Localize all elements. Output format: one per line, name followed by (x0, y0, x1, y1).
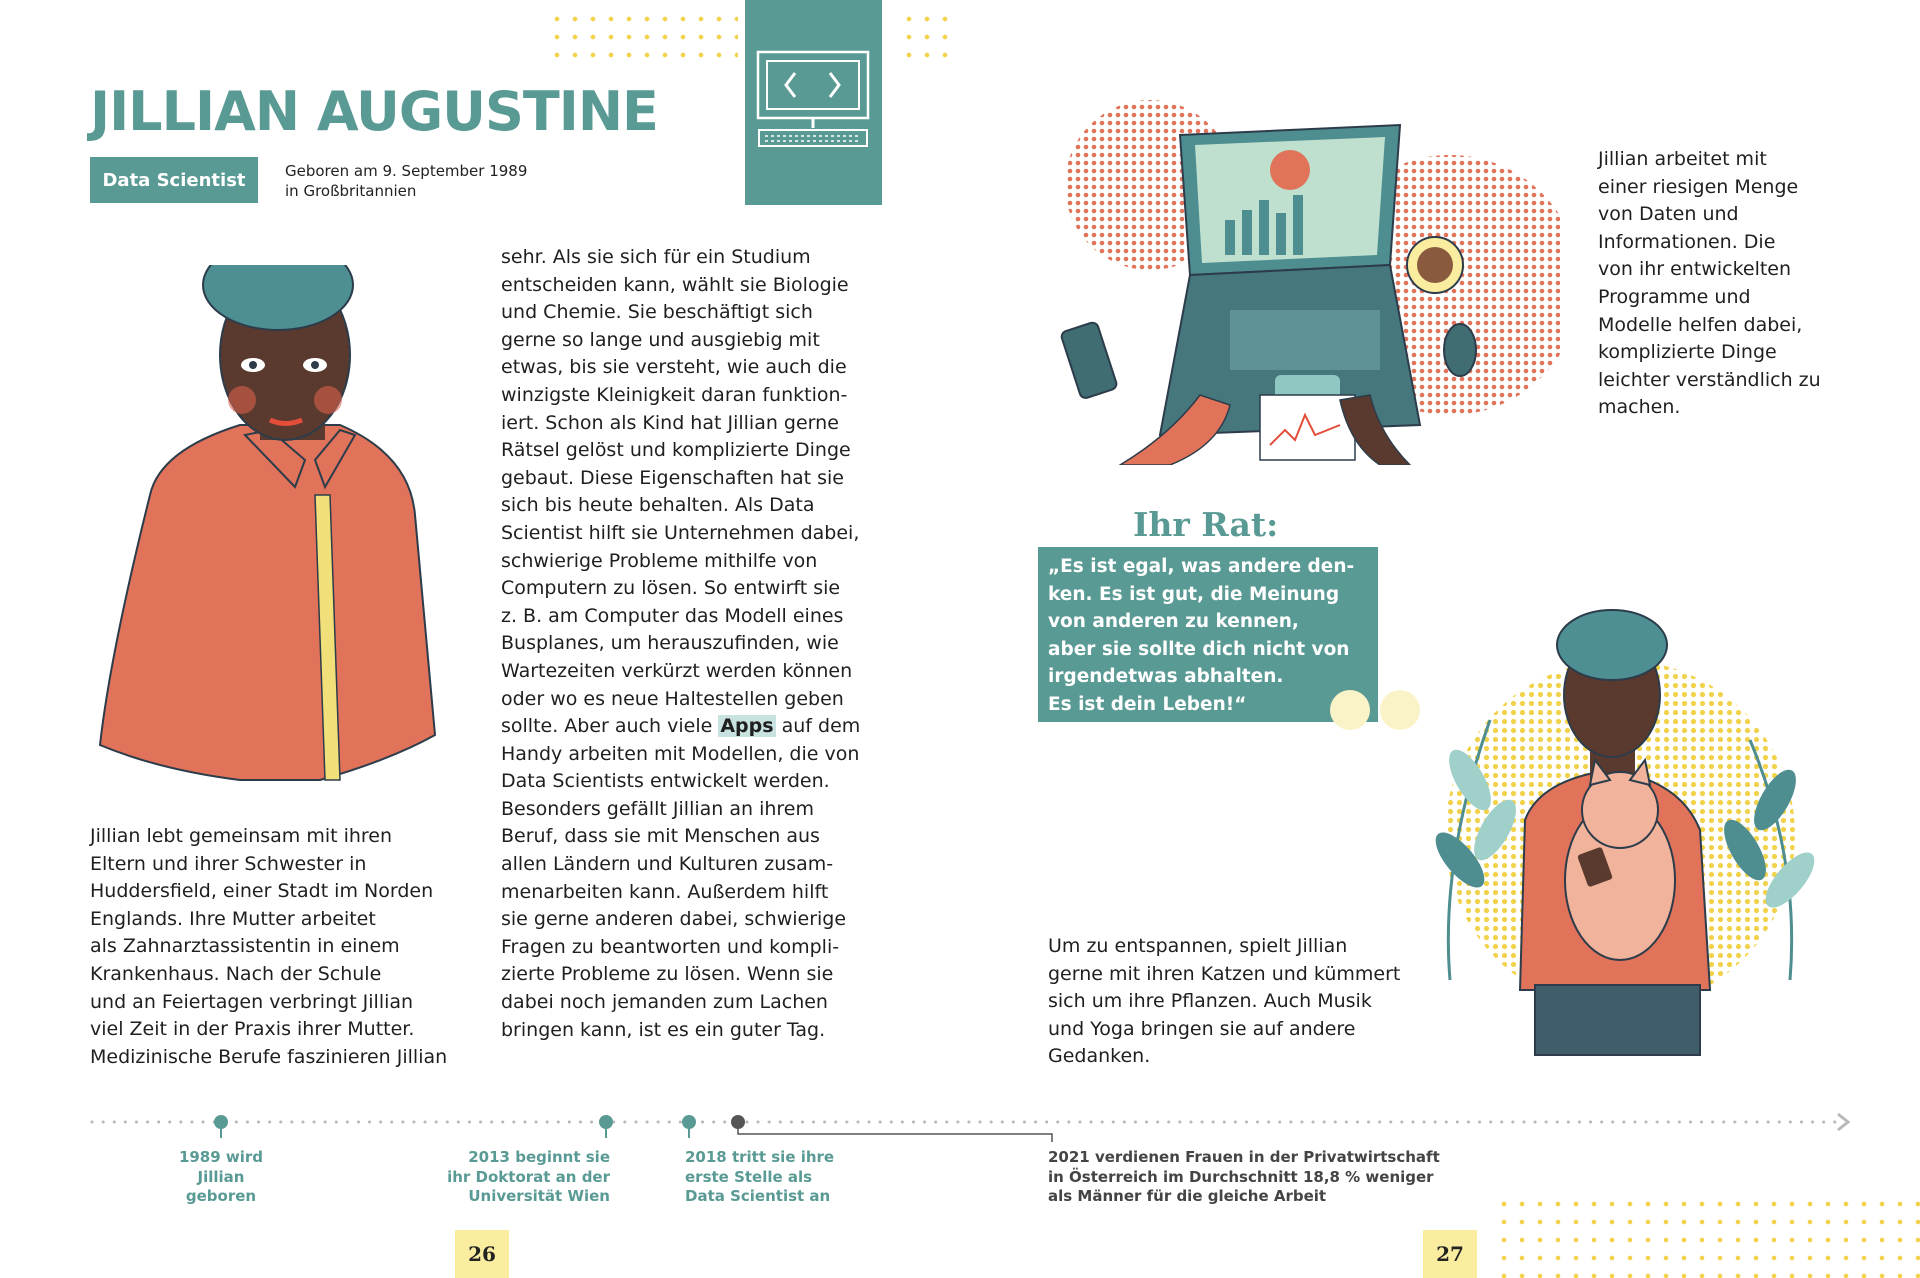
text-line: etwas, bis sie versteht, wie auch die (501, 356, 847, 379)
jillian-portrait-illustration (90, 265, 475, 785)
text-line: zierte Probleme zu lösen. Wenn sie (501, 963, 834, 986)
text-line: leichter verständlich zu (1598, 368, 1821, 391)
text-line: gerne so lange und ausgiebig mit (501, 328, 820, 351)
page-number-right: 27 (1423, 1230, 1477, 1278)
text-line: Data Scientists entwickelt werden. (501, 770, 830, 793)
text-line: Eltern und ihrer Schwester in (90, 852, 367, 875)
birth-place: in Großbritannien (285, 182, 417, 200)
text-line: einer riesigen Menge (1598, 175, 1799, 198)
text-line: z. B. am Computer das Modell eines (501, 604, 844, 627)
dot-pattern-top-left (548, 10, 738, 60)
quote-line: irgendetwas abhalten. (1048, 666, 1284, 688)
text-line: sehr. Als sie sich für ein Studium (501, 246, 811, 268)
text-line: gerne mit ihren Katzen und kümmert (1048, 962, 1401, 985)
text-line: allen Ländern und Kulturen zusam- (501, 853, 834, 876)
text-line: Fragen zu beantworten und kompli- (501, 935, 840, 958)
text-line: Wartezeiten verkürzt werden können (501, 659, 853, 682)
text-line: schwierige Probleme mithilfe von (501, 549, 818, 572)
work-description (1598, 146, 1898, 422)
timeline-event-1989: 1989 wird Jillian geboren (178, 1148, 264, 1205)
text-line: als Zahnarztassistentin in einem (90, 935, 400, 958)
timeline-event-2018: 2018 tritt sie ihre erste Stelle als Data Scientist an (685, 1148, 835, 1205)
dot-pattern-bottom-right (1495, 1195, 1920, 1278)
text-line: Informationen. Die (1598, 230, 1776, 253)
page-title: JILLIAN AUGUSTINE (90, 80, 658, 143)
text-line-apps: sollte. Aber auch viele Apps auf dem (501, 715, 861, 738)
text-line: Jillian arbeitet mit (1598, 148, 1767, 170)
text-line: Busplanes, um herauszufinden, wie (501, 632, 839, 655)
text-line: von ihr entwickelten (1598, 258, 1792, 281)
text-line: oder wo es neue Haltestellen geben (501, 687, 844, 710)
timeline-line (0, 1108, 1920, 1148)
text-line: und Chemie. Sie beschäftigt sich (501, 301, 813, 324)
page-number-left: 26 (455, 1230, 509, 1278)
text-line: bringen kann, ist es ein guter Tag. (501, 1018, 826, 1041)
advice-title: Ihr Rat: (1133, 505, 1279, 544)
bio-column-1 (90, 823, 490, 1071)
laptop-desk-illustration (1050, 95, 1560, 465)
timeline-event-2013: 2013 beginnt sie ihr Doktorat an der Universität Wien (447, 1148, 610, 1205)
text-line: Programme und (1598, 285, 1751, 308)
text-line: Modelle helfen dabei, (1598, 313, 1803, 336)
timeline-dot-2021 (731, 1115, 745, 1129)
text-line: Scientist hilft sie Unternehmen dabei, (501, 521, 860, 544)
text-line: sie gerne anderen dabei, schwierige (501, 908, 847, 931)
text-line: Rätsel gelöst und komplizierte Dinge (501, 439, 851, 462)
dot-pattern-top-right (900, 10, 960, 60)
text-line: iert. Schon als Kind hat Jillian gerne (501, 411, 839, 434)
bio-column-2 (501, 244, 901, 1044)
text-line: Besonders gefällt Jillian an ihrem (501, 797, 814, 820)
text-line: sich bis heute behalten. Als Data (501, 494, 815, 517)
quote-line: aber sie sollte dich nicht von (1048, 638, 1350, 660)
quote-line: Es ist dein Leben!“ (1048, 693, 1247, 715)
laptop-icon-box (745, 0, 882, 205)
apps-highlight: Apps (720, 715, 774, 738)
text-line: Jillian lebt gemeinsam mit ihren (90, 825, 393, 847)
text-line: Handy arbeiten mit Modellen, die von (501, 742, 860, 765)
text-line: menarbeiten kann. Außerdem hilft (501, 880, 829, 903)
text-line: winzigste Kleinigkeit daran funktion- (501, 383, 848, 406)
text-line: entscheiden kann, wählt sie Biologie (501, 273, 849, 296)
job-badge: Data Scientist (90, 157, 258, 203)
text-line: dabei noch jemanden zum Lachen (501, 991, 828, 1014)
text-line: Gedanken. (1048, 1045, 1151, 1068)
text-line: Huddersfield, einer Stadt im Norden (90, 880, 434, 903)
text-line: Krankenhaus. Nach der Schule (90, 962, 382, 985)
text-line: und an Feiertagen verbringt Jillian (90, 990, 414, 1013)
quote-marks-icon (1330, 690, 1420, 730)
timeline-event-2021: 2021 verdienen Frauen in der Privatwirtschaft in Österreich im Durchschnitt 18,8 % weniger als Männer für die gleiche Arbeit (1048, 1148, 1440, 1205)
text-line: Um zu entspannen, spielt Jillian (1048, 935, 1348, 957)
text-line: machen. (1598, 396, 1681, 419)
text-line: und Yoga bringen sie auf andere (1048, 1017, 1356, 1040)
arrow-right-icon (1838, 1114, 1848, 1130)
birth-date: Geboren am 9. September 1989 (285, 162, 528, 180)
text-line: viel Zeit in der Praxis ihrer Mutter. (90, 1018, 415, 1041)
text-line: Computern zu lösen. So entwirft sie (501, 577, 841, 600)
text-line: Englands. Ihre Mutter arbeitet (90, 907, 376, 930)
quote-line: ken. Es ist gut, die Meinung (1048, 583, 1340, 605)
quote-line: „Es ist egal, was andere den- (1048, 556, 1355, 577)
text-line: von Daten und (1598, 203, 1739, 226)
birth-info (285, 161, 527, 201)
hobbies-description (1048, 933, 1468, 1071)
text-line: Medizinische Berufe faszinieren Jillian (90, 1045, 448, 1068)
laptop-code-icon (745, 0, 882, 205)
quote-line: von anderen zu kennen, (1048, 611, 1299, 633)
text-line: komplizierte Dinge (1598, 341, 1777, 364)
text-line: Beruf, dass sie mit Menschen aus (501, 825, 820, 848)
text-line: gebaut. Diese Eigenschaften hat sie (501, 466, 844, 489)
text-line: sich um ihre Pflanzen. Auch Musik (1048, 990, 1372, 1013)
